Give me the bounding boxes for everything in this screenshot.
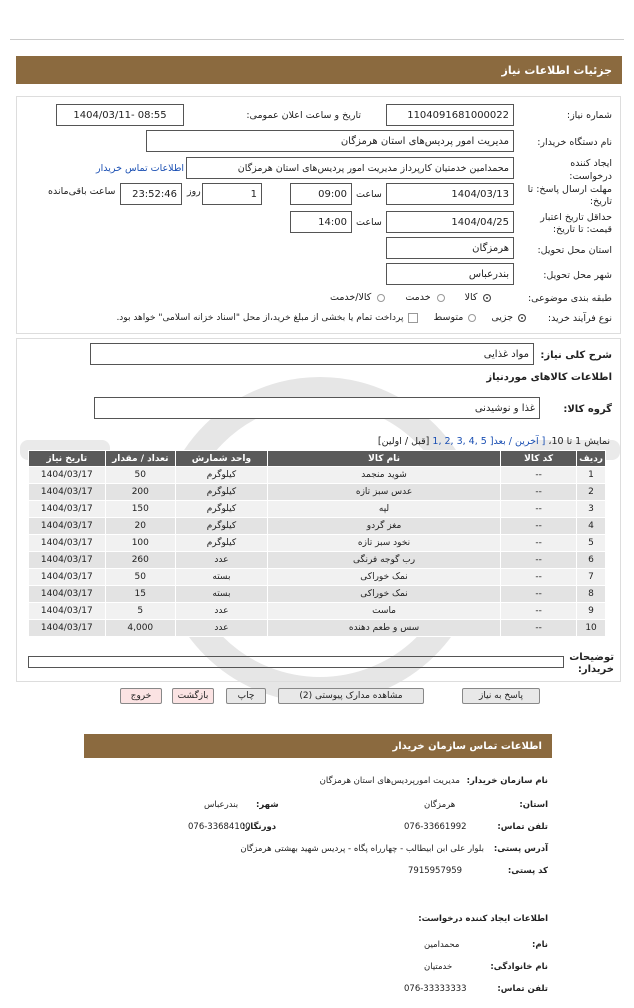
cell-qty: 200 [105, 484, 175, 501]
pagination-prefix[interactable]: [ آخرین / بعد[ [489, 436, 546, 447]
cell-name: لپه [267, 501, 500, 518]
cell-code: -- [501, 586, 577, 603]
cell-unit: کیلوگرم [175, 518, 267, 535]
goods-info-title: اطلاعات کالاهای موردنیاز [486, 372, 612, 383]
category-label: طبقه بندی موضوعی: [527, 293, 612, 304]
cell-qty: 4,000 [105, 620, 175, 637]
cell-row-number: 7 [577, 569, 606, 586]
cell-name: رب گوجه فرنگی [267, 552, 500, 569]
table-row [29, 501, 606, 518]
category-goods-radio[interactable] [483, 294, 491, 302]
deadline-time-field: 09:00 [290, 183, 352, 205]
pagination [378, 436, 610, 447]
creator-field: محمدامین خدمتیان کارپرداز مدیریت امور پردیس‌های استان هرمزگان [186, 157, 514, 179]
cell-code: -- [501, 552, 577, 569]
cell-unit: کیلوگرم [175, 535, 267, 552]
col-header-code: کد کالا [501, 451, 577, 467]
cell-row-number: 5 [577, 535, 606, 552]
cell-name: نمک خوراکی [267, 586, 500, 603]
description-field: مواد غذایی [90, 343, 534, 365]
city-field: بندرعباس [386, 263, 514, 285]
cell-date: 1404/03/17 [29, 620, 106, 637]
cell-code: -- [501, 518, 577, 535]
cell-name: شوید منجمد [267, 467, 500, 484]
contact-province-value: هرمزگان [424, 800, 456, 810]
contact-fax-label: دورنگار: [242, 822, 277, 832]
cell-name: نخود سبز تازه [267, 535, 500, 552]
contact-phone-value: 076-33661992 [404, 822, 467, 832]
table-row [29, 620, 606, 637]
validity-time-label: ساعت [356, 217, 382, 228]
deadline-date-field: 1404/03/13 [386, 183, 514, 205]
cell-date: 1404/03/17 [29, 484, 106, 501]
table-row [29, 552, 606, 569]
pagination-pages[interactable]: 1, 2, 3, 4, 5 [432, 436, 487, 447]
cell-name: سس و طعم دهنده [267, 620, 500, 637]
province-label: استان محل تحویل: [537, 245, 612, 256]
cell-row-number: 1 [577, 467, 606, 484]
process-options: جزیی متوسط پرداخت تمام یا بخشی از مبلغ خرید،از محل "اسناد خزانه اسلامی" خواهد بود. [50, 312, 526, 323]
cell-qty: 260 [105, 552, 175, 569]
day-label: روز [187, 186, 201, 197]
need-number-field: 1104091681000022 [386, 104, 514, 126]
cell-name: مغز گردو [267, 518, 500, 535]
page-header [16, 56, 622, 84]
contact-header [84, 734, 552, 758]
cell-unit: بسته [175, 569, 267, 586]
validity-label: حداقل تاریخ اعتبار قیمت: تا تاریخ: [540, 212, 612, 235]
remaining-label: ساعت باقی‌مانده [48, 186, 116, 197]
cell-unit: کیلوگرم [175, 501, 267, 518]
reply-button[interactable]: پاسخ به نیاز [462, 688, 540, 704]
buyer-label: نام دستگاه خریدار: [537, 137, 612, 148]
contact-org-label: نام سازمان خریدار: [466, 776, 548, 786]
col-header-name: نام کالا [267, 451, 500, 467]
cell-date: 1404/03/17 [29, 569, 106, 586]
cell-qty: 100 [105, 535, 175, 552]
cell-row-number: 8 [577, 586, 606, 603]
cell-unit: عدد [175, 603, 267, 620]
cell-qty: 150 [105, 501, 175, 518]
cell-date: 1404/03/17 [29, 535, 106, 552]
category-service-radio[interactable] [437, 294, 445, 302]
cell-row-number: 6 [577, 552, 606, 569]
col-header-qty: تعداد / مقدار [105, 451, 175, 467]
page-title: جزئیات اطلاعات نیاز [501, 63, 612, 77]
table-body [29, 467, 606, 637]
cell-name: نمک خوراکی [267, 569, 500, 586]
creator-label: ایجاد کننده درخواست: [569, 158, 612, 182]
top-divider [10, 39, 624, 40]
contact-city-label: شهر: [256, 800, 279, 810]
cell-qty: 50 [105, 467, 175, 484]
contact-city-value: بندرعباس [204, 800, 239, 810]
creator-name-label: نام: [531, 940, 548, 950]
contact-province-label: استان: [519, 800, 548, 810]
cell-unit: عدد [175, 620, 267, 637]
print-button[interactable]: چاپ [226, 688, 266, 704]
day-count-field: 1 [202, 183, 262, 205]
col-header-date: تاریخ نیاز [29, 451, 106, 467]
creator-name-value: محمدامین [424, 940, 460, 950]
pagination-suffix[interactable]: [قبل / اولین] [377, 436, 430, 447]
contact-address-label: آدرس پستی: [493, 844, 548, 854]
cell-qty: 15 [105, 586, 175, 603]
contact-org-value: مدیریت امورپردیس‌های استان هرمزگان [319, 776, 460, 786]
cell-code: -- [501, 569, 577, 586]
description-label: شرح کلی نیاز: [540, 350, 612, 361]
process-medium-radio[interactable] [468, 314, 476, 322]
deadline-label: مهلت ارسال پاسخ: تا تاریخ: [527, 184, 612, 207]
exit-button[interactable]: خروج [120, 688, 162, 704]
cell-unit: کیلوگرم [175, 467, 267, 484]
deadline-time-label: ساعت [356, 189, 382, 200]
category-options: کالا خدمت کالا/خدمت [330, 292, 491, 303]
cell-date: 1404/03/17 [29, 501, 106, 518]
creator-family-value: خدمتیان [424, 962, 453, 972]
cell-row-number: 2 [577, 484, 606, 501]
process-label: نوع فرآیند خرید: [547, 313, 612, 324]
contact-org [320, 776, 548, 786]
remaining-time-field: 23:52:46 [120, 183, 182, 205]
process-partial-radio[interactable] [518, 314, 526, 322]
attachments-button[interactable]: مشاهده مدارک پیوستی (2) [278, 688, 424, 704]
cell-code: -- [501, 620, 577, 637]
cell-date: 1404/03/17 [29, 467, 106, 484]
contact-postal-value: 7915957959 [408, 866, 463, 876]
cell-unit: عدد [175, 552, 267, 569]
cell-name: عدس سبز تازه [267, 484, 500, 501]
buyer-field: مدیریت امور پردیس‌های استان هرمزگان [146, 130, 514, 152]
treasury-checkbox[interactable] [408, 313, 418, 323]
table-row [29, 518, 606, 535]
group-label: گروه کالا: [563, 404, 612, 415]
contact-title: اطلاعات تماس سازمان خریدار [392, 740, 542, 752]
need-number-label: شماره نیاز: [566, 110, 612, 121]
creator-phone-label: تلفن تماس: [497, 984, 548, 994]
notes-label: توضیحات خریدار: [569, 652, 614, 675]
cell-date: 1404/03/17 [29, 603, 106, 620]
cell-name: ماست [267, 603, 500, 620]
cell-code: -- [501, 484, 577, 501]
cell-code: -- [501, 603, 577, 620]
back-button[interactable]: بازگشت [172, 688, 214, 704]
city-label: شهر محل تحویل: [543, 270, 612, 281]
contact-address-value: بلوار علی ابن ابیطالب - چهارراه پگاه - پردیس شهید بهشتی هرمزگان [240, 844, 484, 854]
creator-phone-value: 076-33333333 [404, 984, 467, 994]
col-header-row-number: ردیف [577, 451, 606, 467]
group-field: غذا و نوشیدنی [94, 397, 540, 419]
cell-date: 1404/03/17 [29, 586, 106, 603]
cell-row-number: 9 [577, 603, 606, 620]
table-row [29, 586, 606, 603]
items-table-wrap [28, 450, 606, 637]
table-row [29, 467, 606, 484]
province-field: هرمزگان [386, 237, 514, 259]
table-row [29, 569, 606, 586]
table-row [29, 603, 606, 620]
cell-unit: کیلوگرم [175, 484, 267, 501]
cell-row-number: 4 [577, 518, 606, 535]
col-header-unit: واحد شمارش [175, 451, 267, 467]
contact-phone-label: تلفن تماس: [497, 822, 548, 832]
pagination-showing: نمایش 1 تا 10، [548, 436, 610, 447]
cell-date: 1404/03/17 [29, 552, 106, 569]
cell-code: -- [501, 535, 577, 552]
cell-row-number: 10 [577, 620, 606, 637]
buyer-contact-link[interactable]: اطلاعات تماس خریدار [96, 163, 185, 174]
cell-code: -- [501, 501, 577, 518]
table-header-row [29, 451, 606, 467]
cell-unit: بسته [175, 586, 267, 603]
table-row [29, 535, 606, 552]
cell-date: 1404/03/17 [29, 518, 106, 535]
cell-qty: 5 [105, 603, 175, 620]
announce-label: تاریخ و ساعت اعلان عمومی: [246, 110, 361, 121]
table-row [29, 484, 606, 501]
cell-qty: 20 [105, 518, 175, 535]
validity-date-field: 1404/04/25 [386, 211, 514, 233]
cell-qty: 50 [105, 569, 175, 586]
category-goods-service-radio[interactable] [377, 294, 385, 302]
items-table [28, 450, 606, 637]
creator-section-title: اطلاعات ایجاد کننده درخواست: [418, 914, 548, 924]
creator-family-label: نام خانوادگی: [490, 962, 548, 972]
contact-fax-value: 076-33684100 [188, 822, 251, 832]
contact-postal-label: کد پستی: [507, 866, 548, 876]
cell-row-number: 3 [577, 501, 606, 518]
announce-field: 1404/03/11- 08:55 [56, 104, 184, 126]
cell-code: -- [501, 467, 577, 484]
notes-box [28, 656, 564, 668]
validity-time-field: 14:00 [290, 211, 352, 233]
